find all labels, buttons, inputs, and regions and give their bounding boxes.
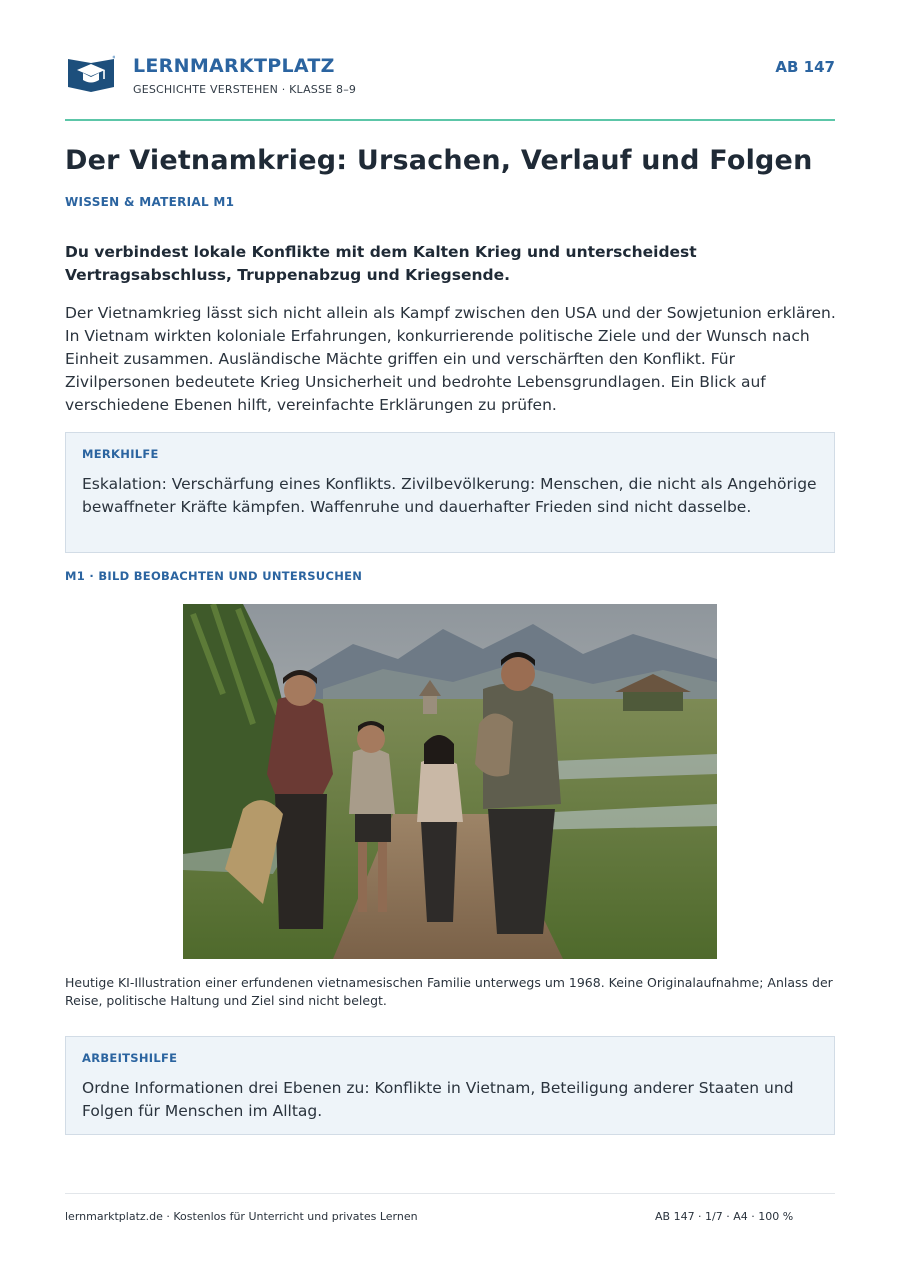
brand-subtitle: GESCHICHTE VERSTEHEN · KLASSE 8–9: [133, 83, 357, 96]
merkhilfe-box: [65, 432, 835, 553]
arbeitshilfe-box: [65, 1036, 835, 1135]
footer-divider: [65, 1193, 835, 1194]
footer-page-info: AB 147 · 1/7 · A4 · 100 %: [655, 1210, 794, 1223]
arbeitshilfe-label: ARBEITSHILFE: [82, 1051, 178, 1065]
material-label: M1 · BILD BEOBACHTEN UND UNTERSUCHEN: [65, 569, 363, 583]
arbeitshilfe-text: Ordne Informationen drei Ebenen zu: Konflikte in Vietnam, Beteiligung anderer Staaten und Folgen für Menschen im Alltag.: [82, 1079, 794, 1120]
merkhilfe-label: MERKHILFE: [82, 447, 159, 461]
footer-site-note: lernmarktplatz.de · Kostenlos für Unterricht und privates Lernen: [65, 1210, 418, 1223]
merkhilfe-text: Eskalation: Verschärfung eines Konflikts. Zivilbevölkerung: Menschen, die nicht als Angehörige bewaffneter Kräfte kämpfen. Waffenruhe und dauerhafter Frieden sind nicht dasselbe.: [82, 475, 817, 516]
page-header: [65, 52, 835, 98]
graduation-cap-icon: [67, 54, 115, 94]
family-illustration: [183, 604, 717, 959]
brand-name: LERNMARKTPLATZ: [133, 55, 335, 77]
illustration-caption: Heutige KI-Illustration einer erfundenen vietnamesischen Familie unterwegs um 1968. Keine Originalaufnahme; Anlass der Reise, politische Haltung und Ziel sind nicht belegt.: [65, 975, 833, 1008]
learning-goal: Du verbindest lokale Konflikte mit dem Kalten Krieg und unterscheidest Vertragsabschluss, Truppenabzug und Kriegsende.: [65, 243, 697, 284]
header-divider: [65, 119, 835, 121]
page-title: Der Vietnamkrieg: Ursachen, Verlauf und Folgen: [65, 145, 813, 176]
intro-paragraph: Der Vietnamkrieg lässt sich nicht allein als Kampf zwischen den USA und der Sowjetunion erklären. In Vietnam wirkten koloniale Erfahrungen, konkurrierende politische Ziele und der Wunsch nach Einheit zusammen. Ausländische Mächte griffen ein und verschärften den Konflikt. Für Zivilpersonen bedeutete Krieg Unsicherheit und bedrohte Lebensgrundlagen. Ein Blick auf verschiedene Ebenen hilft, vereinfachte Erklärungen zu prüfen.: [65, 304, 836, 414]
section-kicker: WISSEN & MATERIAL M1: [65, 195, 235, 209]
sheet-number: AB 147: [775, 58, 835, 76]
